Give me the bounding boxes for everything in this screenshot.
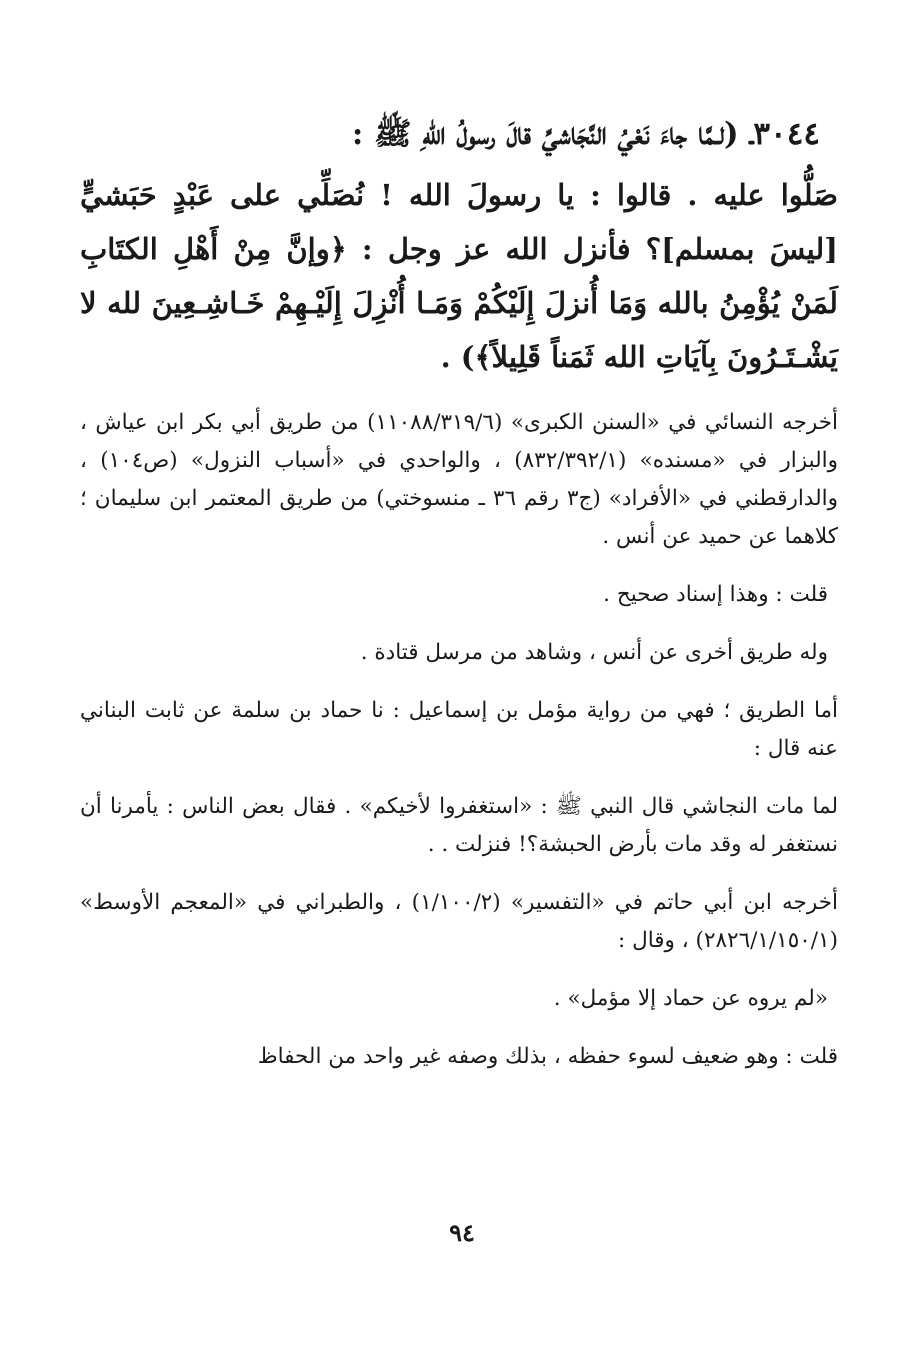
hadith-heading: ٣٠٤٤ـ (لـمَّا جاءَ نَعْيُ النَّجَاشيِّ قالَ رسولُ اللهِ ﷺ : (351, 116, 820, 152)
page-number: ٩٤ (449, 1218, 475, 1247)
isnad-verdict: قلت : وهذا إسناد صحيح . (603, 582, 828, 607)
narration-quote: لما مات النجاشي قال النبي ﷺ : «استغفروا لأخيكم» . فقال بعض الناس : يأمرنا أن نستغفر له وقد مات بأرض الحبشة؟! فنزلت . . (80, 794, 838, 857)
takhrij-second: أخرجه ابن أبي حاتم في «التفسير» (١/١٠٠/٢) ، والطبراني في «المعجم الأوسط» (٢٨٢٦/١/١٥٠/١) ، وقال : (80, 890, 838, 953)
takhrij-paragraph: أخرجه النسائي في «السنن الكبرى» (١١٠٨٨/٣١٩/٦) من طريق أبي بكر ابن عياش ، والبزار في «مسنده» (٨٣٢/٣٩٢/١) ، والواحدي في «أسباب النزول» (ص١٠٤) ، والدارقطني في «الأفراد» (ج٣ رقم ٣٦ ـ منسوختي) من طريق المعتمر ابن سليمان ؛ كلاهما عن حميد عن أنس . (80, 410, 838, 549)
route-description: أما الطريق ؛ فهي من رواية مؤمل بن إسماعيل : نا حماد بن سلمة عن ثابت البناني عنه قال : (80, 698, 838, 761)
page-content (80, 106, 838, 1096)
hadith-text: صَلُّوا عليه . قالوا : يا رسولَ الله ! نُصَلِّي على عَبْدٍ حَبَشيٍّ [ليسَ بمسلم]؟ فأنزل الله عز وجل : ﴿وإنَّ مِنْ أَهْلِ الكتَابِ لَمَنْ يُؤْمِنُ بالله وَمَا أُنزلَ إِلَيْكُمْ وَمَـا أُنْزِلَ إِلَيْـهِمْ خَـاشِـعِينَ لله لا يَشْـتَـرُونَ بِآيَاتِ الله ثَمَناً قَلِيلاً﴾) . (80, 178, 839, 374)
weakness-verdict: قلت : وهو ضعيف لسوء حفظه ، بذلك وصفه غير واحد من الحفاظ (257, 1044, 838, 1069)
other-route-note: وله طريق أخرى عن أنس ، وشاهد من مرسل قتادة . (360, 640, 828, 665)
tabarani-quote: «لم يروه عن حماد إلا مؤمل» . (553, 986, 828, 1011)
